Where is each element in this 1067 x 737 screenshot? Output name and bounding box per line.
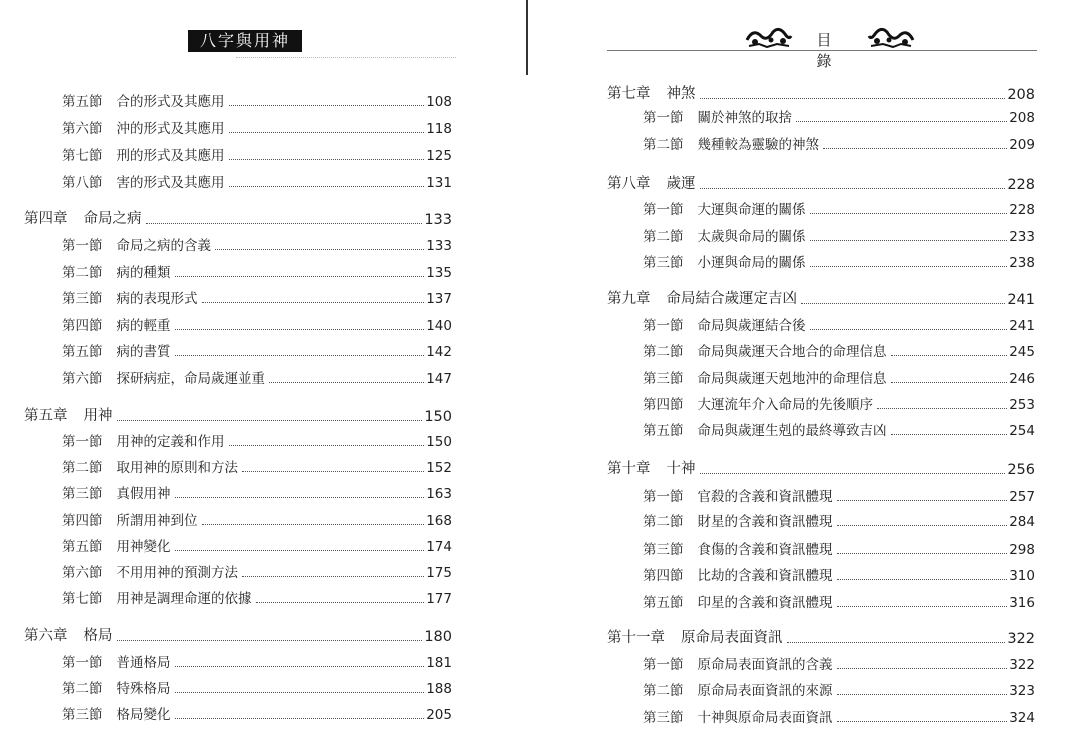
toc-page-number: 254 bbox=[1009, 423, 1035, 439]
toc-section-row bbox=[62, 535, 452, 555]
toc-page-number: 152 bbox=[426, 460, 452, 476]
toc-entry-title: 原命局表面資訊的含義 bbox=[697, 657, 833, 673]
dot-leader bbox=[700, 473, 1006, 474]
toc-entry-title: 大運流年介入命局的先後順序 bbox=[697, 397, 873, 413]
toc-entry-title: 大運與命運的關係 bbox=[697, 202, 806, 218]
toc-page-number: 108 bbox=[426, 94, 452, 110]
toc-page-number: 284 bbox=[1009, 514, 1035, 530]
toc-entry-title: 比劫的含義和資訊體現 bbox=[697, 568, 833, 584]
dot-leader bbox=[837, 500, 1008, 501]
toc-section-row bbox=[643, 314, 1035, 334]
toc-entry-number: 第五節 bbox=[62, 344, 103, 360]
right-page bbox=[535, 0, 1067, 737]
toc-entry-number: 第五節 bbox=[643, 595, 684, 611]
dot-leader bbox=[810, 329, 1008, 330]
toc-section-row bbox=[62, 561, 452, 581]
toc-section-row bbox=[62, 234, 452, 254]
toc-section-row bbox=[643, 510, 1035, 530]
toc-entry-title: 取用神的原則和方法 bbox=[116, 460, 238, 476]
toc-entry-title: 普通格局 bbox=[116, 655, 171, 671]
dragon-ornament-right-icon bbox=[867, 26, 915, 48]
toc-entry-title: 用神的定義和作用 bbox=[116, 434, 225, 450]
dot-leader bbox=[810, 213, 1008, 214]
toc-section-row bbox=[643, 591, 1035, 611]
dot-leader bbox=[229, 159, 425, 160]
toc-entry-number: 第三節 bbox=[62, 291, 103, 307]
toc-entry-number: 第四節 bbox=[62, 513, 103, 529]
toc-entry-number: 第一節 bbox=[643, 657, 684, 673]
toc-page-number: 257 bbox=[1009, 489, 1035, 505]
toc-chapter-row bbox=[24, 207, 452, 228]
toc-page-number: 168 bbox=[426, 513, 452, 529]
toc-entry-title: 命局與歲運天剋地沖的命理信息 bbox=[697, 371, 887, 387]
toc-entry-number: 第二節 bbox=[643, 514, 684, 530]
toc-section-row bbox=[643, 225, 1035, 245]
toc-page-number: 142 bbox=[426, 344, 452, 360]
toc-section-row bbox=[643, 393, 1035, 413]
toc-section-row bbox=[643, 653, 1035, 673]
toc-entry-number: 第九章 bbox=[607, 291, 651, 307]
toc-entry-number: 第三節 bbox=[62, 486, 103, 502]
dot-leader bbox=[229, 186, 425, 187]
toc-entry-title: 用神變化 bbox=[116, 539, 171, 555]
dot-leader bbox=[823, 148, 1007, 149]
toc-entry-number: 第四節 bbox=[643, 397, 684, 413]
toc-entry-number: 第八節 bbox=[62, 175, 103, 191]
toc-page-number: 133 bbox=[426, 238, 452, 254]
toc-section-row bbox=[643, 419, 1035, 439]
toc-entry-title: 神煞 bbox=[666, 86, 696, 102]
toc-entry-title: 病的表現形式 bbox=[116, 291, 198, 307]
toc-entry-title: 探研病症，命局歲運並重 bbox=[116, 371, 265, 387]
toc-chapter-row bbox=[24, 624, 452, 645]
dot-leader bbox=[175, 355, 425, 356]
dot-leader bbox=[202, 302, 425, 303]
toc-entry-title: 病的輕重 bbox=[116, 318, 171, 334]
dot-leader bbox=[229, 105, 425, 106]
toc-entry-number: 第三節 bbox=[643, 710, 684, 726]
toc-entry-number: 第一節 bbox=[62, 655, 103, 671]
toc-entry-title: 小運與命局的關係 bbox=[697, 255, 806, 271]
toc-section-row bbox=[62, 117, 452, 137]
dot-leader bbox=[837, 668, 1008, 669]
toc-page-number: 298 bbox=[1009, 542, 1035, 558]
toc-page-number: 205 bbox=[426, 707, 452, 723]
toc-page-number: 209 bbox=[1009, 137, 1035, 153]
toc-chapter-row bbox=[607, 82, 1035, 103]
toc-page-number: 324 bbox=[1009, 710, 1035, 726]
toc-page-number: 253 bbox=[1009, 397, 1035, 413]
toc-entry-title: 原命局表面資訊 bbox=[681, 630, 783, 646]
toc-entry-title: 太歲與命局的關係 bbox=[697, 229, 806, 245]
toc-page-number: 238 bbox=[1009, 255, 1035, 271]
dot-leader bbox=[810, 240, 1008, 241]
toc-entry-number: 第二節 bbox=[643, 344, 684, 360]
toc-entry-number: 第二節 bbox=[62, 681, 103, 697]
toc-page-number: 175 bbox=[426, 565, 452, 581]
toc-entry-number: 第六節 bbox=[62, 371, 103, 387]
toc-section-row bbox=[62, 509, 452, 529]
toc-entry-number: 第七章 bbox=[607, 86, 651, 102]
dot-leader bbox=[229, 445, 425, 446]
toc-page-number: 228 bbox=[1007, 177, 1035, 193]
dot-leader bbox=[175, 497, 425, 498]
dot-leader bbox=[796, 121, 1007, 122]
toc-page-number: 208 bbox=[1009, 110, 1035, 126]
toc-section-row bbox=[62, 261, 452, 281]
dot-leader bbox=[269, 382, 424, 383]
toc-page-number: 208 bbox=[1007, 87, 1035, 103]
toc-section-row bbox=[62, 430, 452, 450]
toc-entry-title: 幾種較為靈驗的神煞 bbox=[697, 137, 819, 153]
toc-section-row bbox=[643, 251, 1035, 271]
toc-section-row bbox=[643, 564, 1035, 584]
toc-entry-number: 第三節 bbox=[643, 371, 684, 387]
header-rule bbox=[607, 50, 1037, 51]
toc-entry-number: 第六節 bbox=[62, 121, 103, 137]
toc-entry-number: 第五節 bbox=[62, 539, 103, 555]
dot-leader bbox=[256, 602, 425, 603]
dot-leader bbox=[202, 524, 425, 525]
toc-entry-number: 第五節 bbox=[643, 423, 684, 439]
toc-page-number: 245 bbox=[1009, 344, 1035, 360]
page-gutter bbox=[526, 0, 528, 75]
dot-leader bbox=[242, 576, 424, 577]
toc-section-row bbox=[62, 367, 452, 387]
toc-page-number: 177 bbox=[426, 591, 452, 607]
toc-entry-number: 第十章 bbox=[607, 461, 651, 477]
dot-leader bbox=[175, 666, 425, 667]
toc-entry-number: 第四章 bbox=[24, 211, 68, 227]
toc-section-row bbox=[643, 367, 1035, 387]
toc-entry-title: 害的形式及其應用 bbox=[116, 175, 225, 191]
dragon-ornament-left-icon bbox=[745, 26, 793, 48]
toc-page-number: 323 bbox=[1009, 683, 1035, 699]
toc-entry-number: 第三節 bbox=[643, 542, 684, 558]
toc-entry-title: 十神與原命局表面資訊 bbox=[697, 710, 833, 726]
toc-chapter-row bbox=[607, 626, 1035, 647]
toc-entry-number: 第一節 bbox=[62, 434, 103, 450]
dot-leader bbox=[891, 434, 1008, 435]
toc-section-row bbox=[643, 679, 1035, 699]
toc-entry-title: 財星的含義和資訊體現 bbox=[697, 514, 833, 530]
toc-entry-number: 第三節 bbox=[62, 707, 103, 723]
toc-page-number: 322 bbox=[1007, 631, 1035, 647]
toc-page-number: 150 bbox=[424, 409, 452, 425]
toc-entry-number: 第二節 bbox=[643, 137, 684, 153]
toc-entry-title: 特殊格局 bbox=[116, 681, 171, 697]
dot-leader bbox=[175, 550, 425, 551]
toc-entry-number: 第五節 bbox=[62, 94, 103, 110]
toc-entry-number: 第七節 bbox=[62, 591, 103, 607]
toc-page-number: 135 bbox=[426, 265, 452, 281]
toc-page-number: 246 bbox=[1009, 371, 1035, 387]
toc-section-row bbox=[643, 706, 1035, 726]
toc-entry-title: 不用用神的預測方法 bbox=[116, 565, 238, 581]
dot-leader bbox=[146, 223, 423, 224]
toc-header-text: 目 錄 bbox=[816, 31, 854, 70]
toc-entry-number: 第二節 bbox=[643, 229, 684, 245]
toc-entry-number: 第二節 bbox=[643, 683, 684, 699]
dot-leader bbox=[175, 692, 425, 693]
dot-leader bbox=[891, 355, 1008, 356]
toc-entry-title: 沖的形式及其應用 bbox=[116, 121, 225, 137]
dot-leader bbox=[175, 718, 425, 719]
toc-entry-title: 命局與歲運生剋的最終導致吉凶 bbox=[697, 423, 887, 439]
toc-entry-number: 第二節 bbox=[62, 460, 103, 476]
toc-page-number: 256 bbox=[1007, 462, 1035, 478]
left-page bbox=[0, 0, 520, 737]
book-title: 八字與用神 bbox=[188, 30, 302, 52]
dot-leader bbox=[891, 382, 1008, 383]
toc-entry-number: 第一節 bbox=[643, 318, 684, 334]
dot-leader bbox=[810, 266, 1008, 267]
toc-entry-title: 印星的含義和資訊體現 bbox=[697, 595, 833, 611]
toc-entry-number: 第一節 bbox=[62, 238, 103, 254]
toc-entry-title: 真假用神 bbox=[116, 486, 171, 502]
toc-entry-title: 用神是調理命運的依據 bbox=[116, 591, 252, 607]
toc-section-row bbox=[62, 314, 452, 334]
toc-entry-number: 第三節 bbox=[643, 255, 684, 271]
dot-leader bbox=[229, 132, 425, 133]
toc-page-number: 180 bbox=[424, 629, 452, 645]
toc-page-number: 174 bbox=[426, 539, 452, 555]
toc-entry-number: 第四節 bbox=[62, 318, 103, 334]
toc-section-row bbox=[643, 133, 1035, 153]
toc-section-row bbox=[643, 340, 1035, 360]
toc-entry-number: 第二節 bbox=[62, 265, 103, 281]
toc-section-row bbox=[643, 106, 1035, 126]
toc-chapter-row bbox=[607, 172, 1035, 193]
toc-section-row bbox=[62, 482, 452, 502]
toc-page-number: 181 bbox=[426, 655, 452, 671]
dot-leader bbox=[117, 640, 423, 641]
toc-entry-title: 所謂用神到位 bbox=[116, 513, 198, 529]
dot-leader bbox=[837, 606, 1008, 607]
toc-section-row bbox=[62, 456, 452, 476]
toc-page-number: 125 bbox=[426, 148, 452, 164]
dot-leader bbox=[175, 329, 425, 330]
toc-section-row bbox=[62, 703, 452, 723]
toc-page-number: 322 bbox=[1009, 657, 1035, 673]
toc-section-row bbox=[62, 340, 452, 360]
toc-page-number: 228 bbox=[1009, 202, 1035, 218]
toc-section-row bbox=[62, 287, 452, 307]
toc-header bbox=[745, 26, 985, 70]
toc-section-row bbox=[62, 651, 452, 671]
dot-leader bbox=[837, 525, 1008, 526]
toc-page-number: 233 bbox=[1009, 229, 1035, 245]
toc-page-number: 310 bbox=[1009, 568, 1035, 584]
toc-page-number: 241 bbox=[1007, 292, 1035, 308]
toc-entry-title: 命局之病的含義 bbox=[116, 238, 211, 254]
dot-leader bbox=[117, 420, 423, 421]
toc-section-row bbox=[62, 90, 452, 110]
toc-page-number: 147 bbox=[426, 371, 452, 387]
toc-page-number: 150 bbox=[426, 434, 452, 450]
toc-section-row bbox=[62, 144, 452, 164]
toc-entry-number: 第六章 bbox=[24, 628, 68, 644]
toc-entry-number: 第一節 bbox=[643, 202, 684, 218]
toc-section-row bbox=[643, 538, 1035, 558]
toc-entry-title: 官殺的含義和資訊體現 bbox=[697, 489, 833, 505]
toc-entry-title: 病的書質 bbox=[116, 344, 171, 360]
toc-page-number: 188 bbox=[426, 681, 452, 697]
toc-entry-title: 命局之病 bbox=[83, 211, 142, 227]
toc-section-row bbox=[62, 587, 452, 607]
dot-leader bbox=[837, 579, 1008, 580]
dot-leader bbox=[242, 471, 424, 472]
dot-leader bbox=[175, 276, 425, 277]
toc-entry-title: 命局結合歲運定吉凶 bbox=[666, 291, 797, 307]
dot-leader bbox=[837, 694, 1008, 695]
toc-section-row bbox=[643, 198, 1035, 218]
toc-page-number: 140 bbox=[426, 318, 452, 334]
toc-page-number: 137 bbox=[426, 291, 452, 307]
toc-page-number: 131 bbox=[426, 175, 452, 191]
toc-page-number: 133 bbox=[424, 212, 452, 228]
header-rule bbox=[236, 57, 456, 58]
toc-entry-title: 命局與歲運天合地合的命理信息 bbox=[697, 344, 887, 360]
toc-entry-title: 十神 bbox=[666, 461, 696, 477]
toc-entry-title: 格局 bbox=[83, 628, 113, 644]
toc-entry-number: 第八章 bbox=[607, 176, 651, 192]
toc-chapter-row bbox=[24, 404, 452, 425]
toc-entry-number: 第一節 bbox=[643, 110, 684, 126]
toc-section-row bbox=[643, 485, 1035, 505]
toc-entry-title: 關於神煞的取捨 bbox=[697, 110, 792, 126]
toc-entry-number: 第七節 bbox=[62, 148, 103, 164]
toc-entry-title: 歲運 bbox=[666, 176, 696, 192]
toc-entry-number: 第五章 bbox=[24, 408, 68, 424]
toc-section-row bbox=[62, 677, 452, 697]
dot-leader bbox=[700, 188, 1006, 189]
toc-entry-number: 第十一章 bbox=[607, 630, 665, 646]
toc-page-number: 316 bbox=[1009, 595, 1035, 611]
dot-leader bbox=[801, 303, 1005, 304]
toc-entry-title: 原命局表面資訊的來源 bbox=[697, 683, 833, 699]
toc-entry-title: 食傷的含義和資訊體現 bbox=[697, 542, 833, 558]
toc-page-number: 163 bbox=[426, 486, 452, 502]
dot-leader bbox=[700, 98, 1006, 99]
toc-entry-number: 第一節 bbox=[643, 489, 684, 505]
toc-entry-title: 用神 bbox=[83, 408, 113, 424]
toc-entry-title: 命局與歲運結合後 bbox=[697, 318, 806, 334]
toc-page-number: 118 bbox=[426, 121, 452, 137]
toc-section-row bbox=[62, 171, 452, 191]
toc-entry-title: 病的種類 bbox=[116, 265, 171, 281]
toc-entry-title: 格局變化 bbox=[116, 707, 171, 723]
toc-entry-title: 合的形式及其應用 bbox=[116, 94, 225, 110]
dot-leader bbox=[837, 553, 1008, 554]
toc-chapter-row bbox=[607, 287, 1035, 308]
dot-leader bbox=[877, 408, 1007, 409]
dot-leader bbox=[215, 249, 424, 250]
dot-leader bbox=[837, 721, 1008, 722]
toc-page-number: 241 bbox=[1009, 318, 1035, 334]
toc-entry-number: 第六節 bbox=[62, 565, 103, 581]
toc-chapter-row bbox=[607, 457, 1035, 478]
toc-entry-number: 第四節 bbox=[643, 568, 684, 584]
toc-entry-title: 刑的形式及其應用 bbox=[116, 148, 225, 164]
dot-leader bbox=[787, 642, 1006, 643]
